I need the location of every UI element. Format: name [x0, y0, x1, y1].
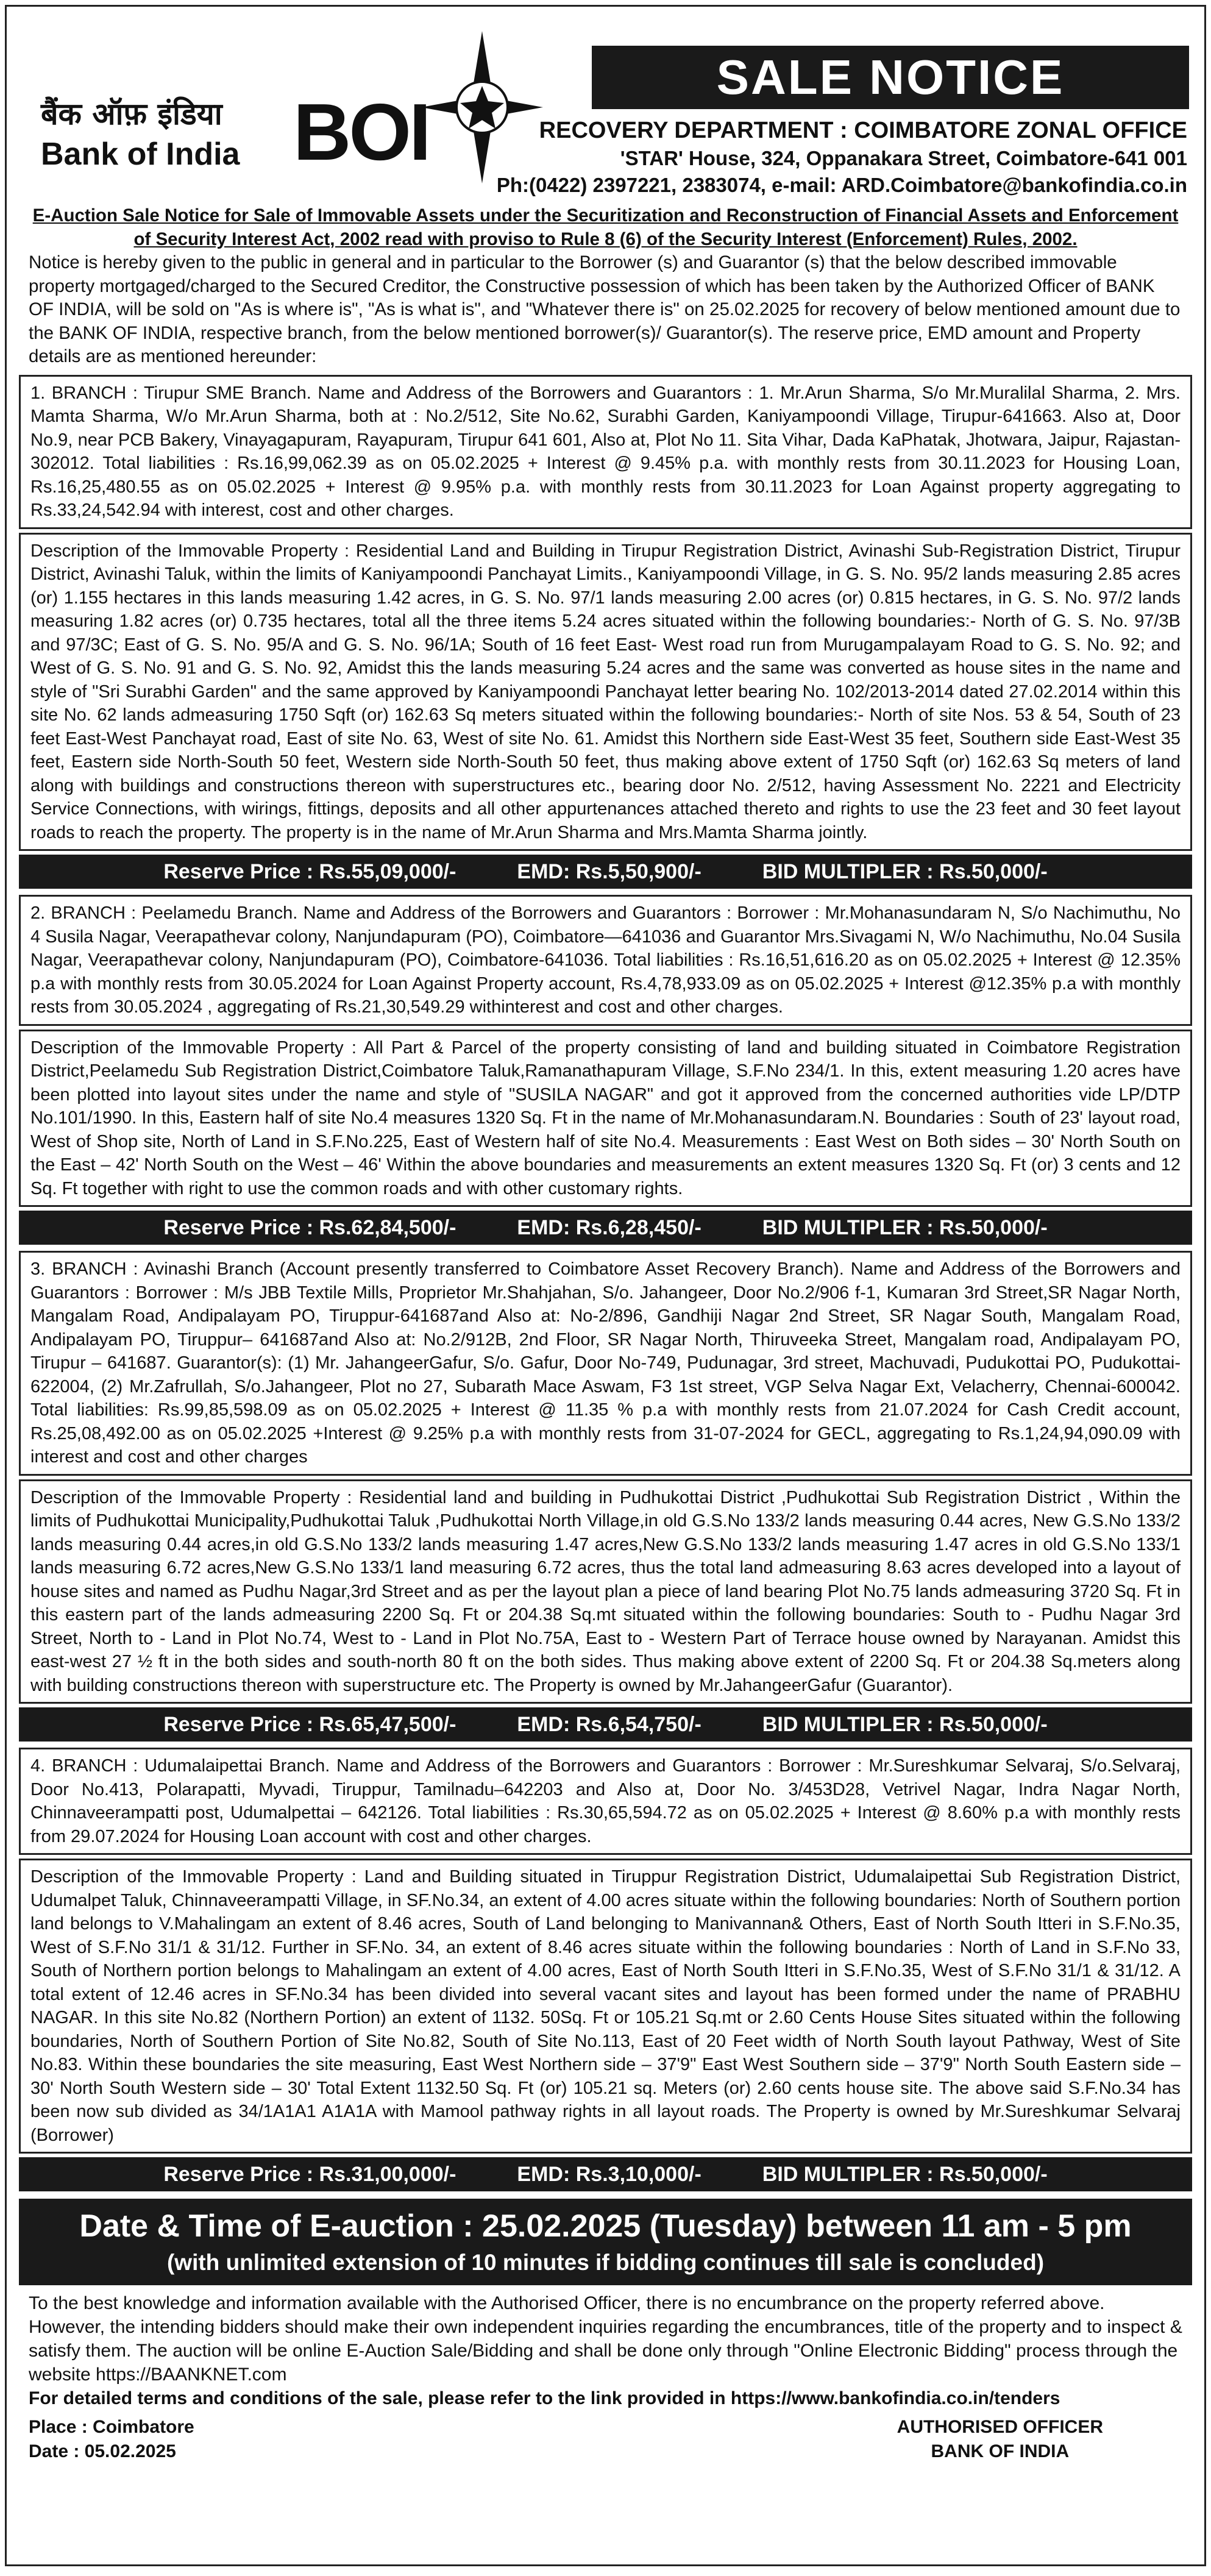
lot-1	[19, 375, 1192, 889]
lot-borrower-box	[19, 375, 1192, 529]
lot-borrower-text: 2. BRANCH : Peelamedu Branch. Name and Address of the Borrowers and Guarantors : Borrower : Mr.Mohanasundaram N, S/o Nachimuthu, No 4 Susila Nagar, Veerapathevar colony, Nanjundapuram (PO), Coimbatore—641036 and Guarantor Mrs.Sivagami N, W/o Nachimuthu, No.04 Susila Nagar, Veerapathevar colony, Nanjundapuram (PO), Coimbatore-641036. Total liabilities : Rs.16,51,616.20 as on 05.02.2025 + Interest @ 12.35% p.a with monthly rests from 30.05.2024 for Loan Against Property account, Rs.4,78,933.09 as on 05.02.2025 + Interest @12.35% p.a with monthly rests from 30.05.2024 , aggregating of Rs.21,30,549.29 withinterest and cost and other charges.	[30, 903, 1181, 1017]
place-date	[29, 2415, 194, 2464]
intro-section	[29, 204, 1182, 369]
notice-footer	[29, 2291, 1182, 2470]
lot-borrower-box	[19, 1748, 1192, 1855]
bank-logo-hindi: बैंक ऑफ़ इंडिया	[41, 96, 222, 132]
lot-2	[19, 895, 1192, 1245]
intro-paragraph: Notice is hereby given to the public in general and in particular to the Borrower (s) and Guarantor (s) that the below described immovable property mortgaged/charged to the Secured Creditor, the Constructive possession of which has been taken by the Authorized Officer of BANK OF INDIA, will be sold on "As is where is", "As is what is", and "Whatever there is" on 25.02.2025 for recovery of below mentioned amount due to the BANK OF INDIA, respective branch, from the below mentioned borrower(s)/ Guarantor(s). The reserve price, EMD amount and Property details are as mentioned hereunder:	[29, 252, 1181, 366]
emd-amount: EMD: Rs.3,10,000/-	[517, 2163, 701, 2186]
notice-header	[7, 7, 1204, 202]
reserve-price: Reserve Price : Rs.31,00,000/-	[163, 2163, 456, 2186]
price-bar	[19, 1707, 1192, 1742]
lot-borrower-text: 3. BRANCH : Avinashi Branch (Account presently transferred to Coimbatore Asset Recovery Branch). Name and Address of the Borrowers and Guarantors : Borrower : M/s JBB Textile Mills, Proprietor Mr.Shahjahan, S/o. Jahangeer, Door No.2/906 f-1, Kumaran 3rd Street,SR Nagar North, Mangalam Road, Andipalayam PO, Tiruppur-641687and Also at: No-2/896, Gandhiji Nagar 2nd Street, SR Nagar South, Mangalam Road, Andipalayam PO, Tiruppur– 641687and Also at: No.2/912B, 2nd Floor, SR Nagar North, Thiruveeka Street, Mangalam road, Andipalayam PO, Tirupur – 641687. Guarantor(s): (1) Mr. JahangeerGafur, S/o. Gafur, Door No-749, Pudunagar, 3rd street, Machuvadi, Pudukottai PO, Pudukottai-622004, (2) Mr.Zafrullah, S/o.Jahangeer, Plot no 27, Subarath Mace Aswam, F3 1st street, VGP Selva Nagar Ext, Velacherry, Chennai-600042. Total liabilities: Rs.99,85,598.09 as on 05.02.2025 + Interest @ 11.35 % p.a with monthly rests from 21.07.2024 for Cash Credit account, Rs.25,08,492.00 as on 05.02.2025 +Interest @ 9.25% p.a with monthly rests from 31-07-2024 for GECL, aggregating to Rs.1,24,94,090.09 with interest and cost and other charges	[30, 1259, 1181, 1467]
signature-block	[29, 2415, 1182, 2470]
lot-property-text: Description of the Immovable Property : Residential Land and Building in Tirupur Registration District, Avinashi Sub-Registration District, Tirupur District, Avinashi Taluk, within the limits of Kaniyampoondi Panchayat Limits., Kaniyampoondi Village, in G. S. No. 95/2 lands measuring 2.85 acres (or) 1.155 hectares in this lands measuring 1.42 acres, in G. S. No. 97/1 lands measuring 2.00 acres (or) 0.815 hectares, in G. S. No. 97/2 lands measuring 1.82 acres (or) 0.735 hectares, total all the three items 5.24 acres situated within the following boundaries:- North of G. S. No. 97/3B and 97/3C; East of G. S. No. 95/A and G. S. No. 96/1A; South of 16 feet East- West road run from Murugampalayam Road to G. S. No. 92; and West of G. S. No. 91 and G. S. No. 92, Amidst this the lands measuring 5.24 acres and the same was converted as house sites in the name and style of "Sri Surabhi Garden" and the same approved by Kaniyampoondi Panchayat letter bearing No. 102/2013-2014 dated 27.02.2014 within this site No. 62 lands admeasuring 1750 Sqft (or) 162.63 Sq meters situated within the following boundaries:- North of site Nos. 53 & 54, South of 23 feet East-West Panchayat road, East of site No. 63, West of site No. 61. Amidst this Northern side East-West 35 feet, Southern side East-West 35 feet, Eastern side North-South 50 feet, Western side North-South 50 feet, thus making above extent of 1750 Sqft (or) 162.63 Sq meters of land along with buildings and constructions thereon with superstructures etc., bearing door No. 2/512, having Assessment No. 2221 and Electricity Service Connections, with wirings, fittings, deposits and all other appurtenances attached thereto and rights to use the 23 feet and 30 feet layout roads to reach the property. The property is in the name of Mr.Arun Sharma and Mrs.Mamta Sharma jointly.	[30, 541, 1181, 842]
bank-logo-abbr: BOI	[293, 87, 429, 177]
officer-signature	[897, 2415, 1103, 2464]
emd-amount: EMD: Rs.6,54,750/-	[517, 1713, 701, 1736]
lot-property-text: Description of the Immovable Property : Residential land and building in Pudhukottai District ,Pudhukottai Sub Registration District , Within the limits of Pudhukottai Municipality,Pudhukottai Taluk ,Pudhukottai North Village,in old G.S.No 133/2 lands measuring 0.44 acres, New G.S.No 133/2 lands measuring 0.44 acres,in old G.S.No 133/2 lands measuring 1.47 acres,New G.S.No 133/2 lands measuring 1.47 acres in old G.S.No 133/1 lands measuring 6.72 acres,New G.S.No 133/1 land measuring 6.72 acres, thus the total land admeasuring 8.63 acres developed into a layout of house sites and named as Pudhu Nagar,3rd Street and as per the layout plan a piece of land bearing Plot No.75 lands admeasuring 3720 Sq. Ft in this eastern part of the lands admeasuring 2200 Sq. Ft or 204.38 Sq.mt situated within the following boundaries: South to - Pudhu Nagar 3rd Street, North to - Land in Plot No.74, West to - Land in Plot No.75A, East to - Western Part of Terrace house owned by Narayanan. Amidst this east-west 27 ½ ft in the both sides and south-north 80 ft on the both sides. Thus making above extent of 2200 Sq. Ft or 204.38 Sq.meters along with building constructions thereon with superstructure etc. The Property is owned by Mr.JahangeerGafur (Guarantor).	[30, 1487, 1181, 1695]
lot-borrower-box	[19, 895, 1192, 1026]
emd-amount: EMD: Rs.5,50,900/-	[517, 860, 701, 883]
bank-logo-english: Bank of India	[41, 137, 240, 172]
bid-multiplier: BID MULTIPLER : Rs.50,000/-	[762, 2163, 1048, 2186]
reserve-price: Reserve Price : Rs.62,84,500/-	[163, 1216, 456, 1239]
sale-notice-page	[5, 5, 1206, 2566]
department-name: RECOVERY DEPARTMENT : COIMBATORE ZONAL OFFICE	[539, 118, 1187, 143]
emd-amount: EMD: Rs.6,28,450/-	[517, 1216, 701, 1239]
reserve-price: Reserve Price : Rs.55,09,000/-	[163, 860, 456, 883]
price-bar	[19, 2157, 1192, 2191]
disclaimer-text: To the best knowledge and information available with the Authorised Officer, there is no encumbrance on the property referred above. However, the intending bidders should make their own independent inquiries regarding the encumbrances, title of the property and to inspect & satisfy them. The auction will be online E-Auction Sale/Bidding and shall be done only through "Online Electronic Bidding" process through the website https://BAANKNET.com	[29, 2293, 1182, 2385]
auction-datetime: Date & Time of E-auction : 25.02.2025 (Tuesday) between 11 am - 5 pm	[79, 2208, 1132, 2244]
intro-title: E-Auction Sale Notice for Sale of Immovable Assets under the Securitization and Reconstruction of Financial Assets and Enforcement of Security Interest Act, 2002 read with proviso to Rule 8 (6) of the Security Interest (Enforcement) Rules, 2002.	[32, 205, 1179, 249]
auction-extension-note: (with unlimited extension of 10 minutes if bidding continues till sale is concluded)	[166, 2250, 1045, 2275]
lot-borrower-text: 1. BRANCH : Tirupur SME Branch. Name and Address of the Borrowers and Guarantors : 1. Mr.Arun Sharma, S/o Mr.Muralilal Sharma, 2. Mrs. Mamta Sharma, W/o Mr.Arun Sharma, both at : No.2/512, Site No.62, Surabhi Garden, Kaniyampoondi Village, Tirupur-641663. Also at, Door No.9, near PCB Bakery, Vinayagapuram, Rayapuram, Tirupur 641 601, Also at, Plot No 11. Sita Vihar, Dada KaPhatak, Jhotwara, Jaipur, Rajastan-302012. Total liabilities : Rs.16,99,062.39 as on 05.02.2025 + Interest @ 9.45% p.a. with monthly rests from 30.11.2023 for Housing Loan, Rs.16,25,480.55 as on 05.02.2025 + Interest @ 9.95% p.a. with monthly rests from 30.11.2023 for Loan Against property aggregating to Rs.33,24,542.94 with interest, cost and other charges.	[30, 383, 1181, 520]
date-line: Date : 05.02.2025	[29, 2441, 176, 2461]
officer-title: AUTHORISED OFFICER	[897, 2417, 1103, 2437]
notice-title: SALE NOTICE	[592, 46, 1189, 109]
office-address: 'STAR' House, 324, Oppanakara Street, Coimbatore-641 001	[620, 147, 1187, 169]
contact-line: Ph:(0422) 2397221, 2383074, e-mail: ARD.Coimbatore@bankofindia.co.in	[496, 174, 1187, 196]
reserve-price: Reserve Price : Rs.65,47,500/-	[163, 1713, 456, 1736]
lot-4	[19, 1748, 1192, 2191]
lot-borrower-box	[19, 1251, 1192, 1476]
lot-property-box	[19, 1859, 1192, 2154]
bank-name: BANK OF INDIA	[931, 2441, 1070, 2461]
lot-property-box	[19, 1030, 1192, 1208]
place-line: Place : Coimbatore	[29, 2417, 194, 2437]
lot-property-text: Description of the Immovable Property : All Part & Parcel of the property consisting of land and building situated in Coimbatore Registration District,Peelamedu Sub Registration District,Coimbatore Taluk,Ramanathapuram Village, S.F.No 234/1. In this, extent measuring 1.20 acres have been plotted into layout sites under the name and style of "SUSILA NAGAR" and got it approved from the concerned authorities vide LP/DTP No.101/1990. In this, Eastern half of site No.4 measures 1320 Sq. Ft in the name of Mr.Mohanasundaram.N. Boundaries : South of 23' layout road, West of Shop site, North of Land in S.F.No.225, East of Western half of site No.4. Measurements : East West on Both sides – 30' North South on the East – 42' North South on the West – 46' Within the above boundaries and measurements an extent measures 1320 Sq. Ft (or) 3 cents and 12 Sq. Ft together with right to use the common roads and with other customary rights.	[30, 1037, 1181, 1198]
lot-property-text: Description of the Immovable Property : Land and Building situated in Tiruppur Registration District, Udumalaipettai Sub Registration District, Udumalpet Taluk, Chinnaveerampatti Village, in SF.No.34, an extent of 4.00 acres situate within the following boundaries: North of Southern portion land belongs to V.Mahalingam an extent of 8.46 acres, South of Land belonging to Manivannan& Others, East of North South Itteri in S.F.No.35, West of S.F.No 31/1 & 31/12. Further in SF.No. 34, an extent of 8.46 acres situate within the following boundaries : North of Land in S.F.No 33, South of Northern portion belongs to Mahalingam an extent of 4.00 acres, East of North South Itteri in S.F.No.35, West of S.F.No 31/1 & 31/12. A total extent of 12.46 acres in SF.No.34 has been divided into several vacant sites and layout has been formed under the name of PRABHU NAGAR. In this site No.82 (Northern Portion) an extent of 1132. 50Sq. Ft or 105.21 Sq.mt or 2.60 Cents House Sites situated within the following boundaries, North of Southern Portion of Site No.82, South of Site No.113, East of 20 Feet width of North South layout Pathway, West of Site No.83. Within these boundaries the site measuring, East West Northern side – 37'9" East West Southern side – 37'9" North South Eastern side – 30' North South Western side – 30' Total Extent 1132.50 Sq. Ft (or) 105.21 sq. Meters (or) 2.60 cents house site. The above said S.F.No.34 has been now sub divided as 34/1A1A1 A1A1A with Mamool pathway rights in all layout roads. The Property is owned by Mr.Sureshkumar Selvaraj (Borrower)	[30, 1867, 1181, 2145]
price-bar	[19, 1211, 1192, 1245]
bid-multiplier: BID MULTIPLER : Rs.50,000/-	[762, 1713, 1048, 1736]
bid-multiplier: BID MULTIPLER : Rs.50,000/-	[762, 860, 1048, 883]
lot-property-box	[19, 1479, 1192, 1704]
bid-multiplier: BID MULTIPLER : Rs.50,000/-	[762, 1216, 1048, 1239]
lot-property-box	[19, 533, 1192, 852]
price-bar	[19, 855, 1192, 889]
lot-borrower-text: 4. BRANCH : Udumalaipettai Branch. Name and Address of the Borrowers and Guarantors : Borrower : Mr.Sureshkumar Selvaraj, S/o.Selvaraj, Door No.413, Polarapatti, Myvadi, Tiruppur, Tamilnadu–642203 and Also at, Door No. 3/453D28, Vetrivel Nagar, Indra Nagar North, Chinnaveerampatti post, Udumalpettai – 642126. Total liabilities : Rs.30,65,594.72 as on 05.02.2025 + Interest @ 8.60% p.a with monthly rests from 29.07.2024 for Housing Loan account with cost and other charges.	[30, 1756, 1181, 1846]
auction-datetime-box	[19, 2199, 1192, 2285]
lot-3	[19, 1251, 1192, 1742]
terms-text: For detailed terms and conditions of the sale, please refer to the link provided in https://www.bankofindia.co.in/tenders	[29, 2388, 1060, 2408]
star-logo-icon	[421, 31, 543, 183]
